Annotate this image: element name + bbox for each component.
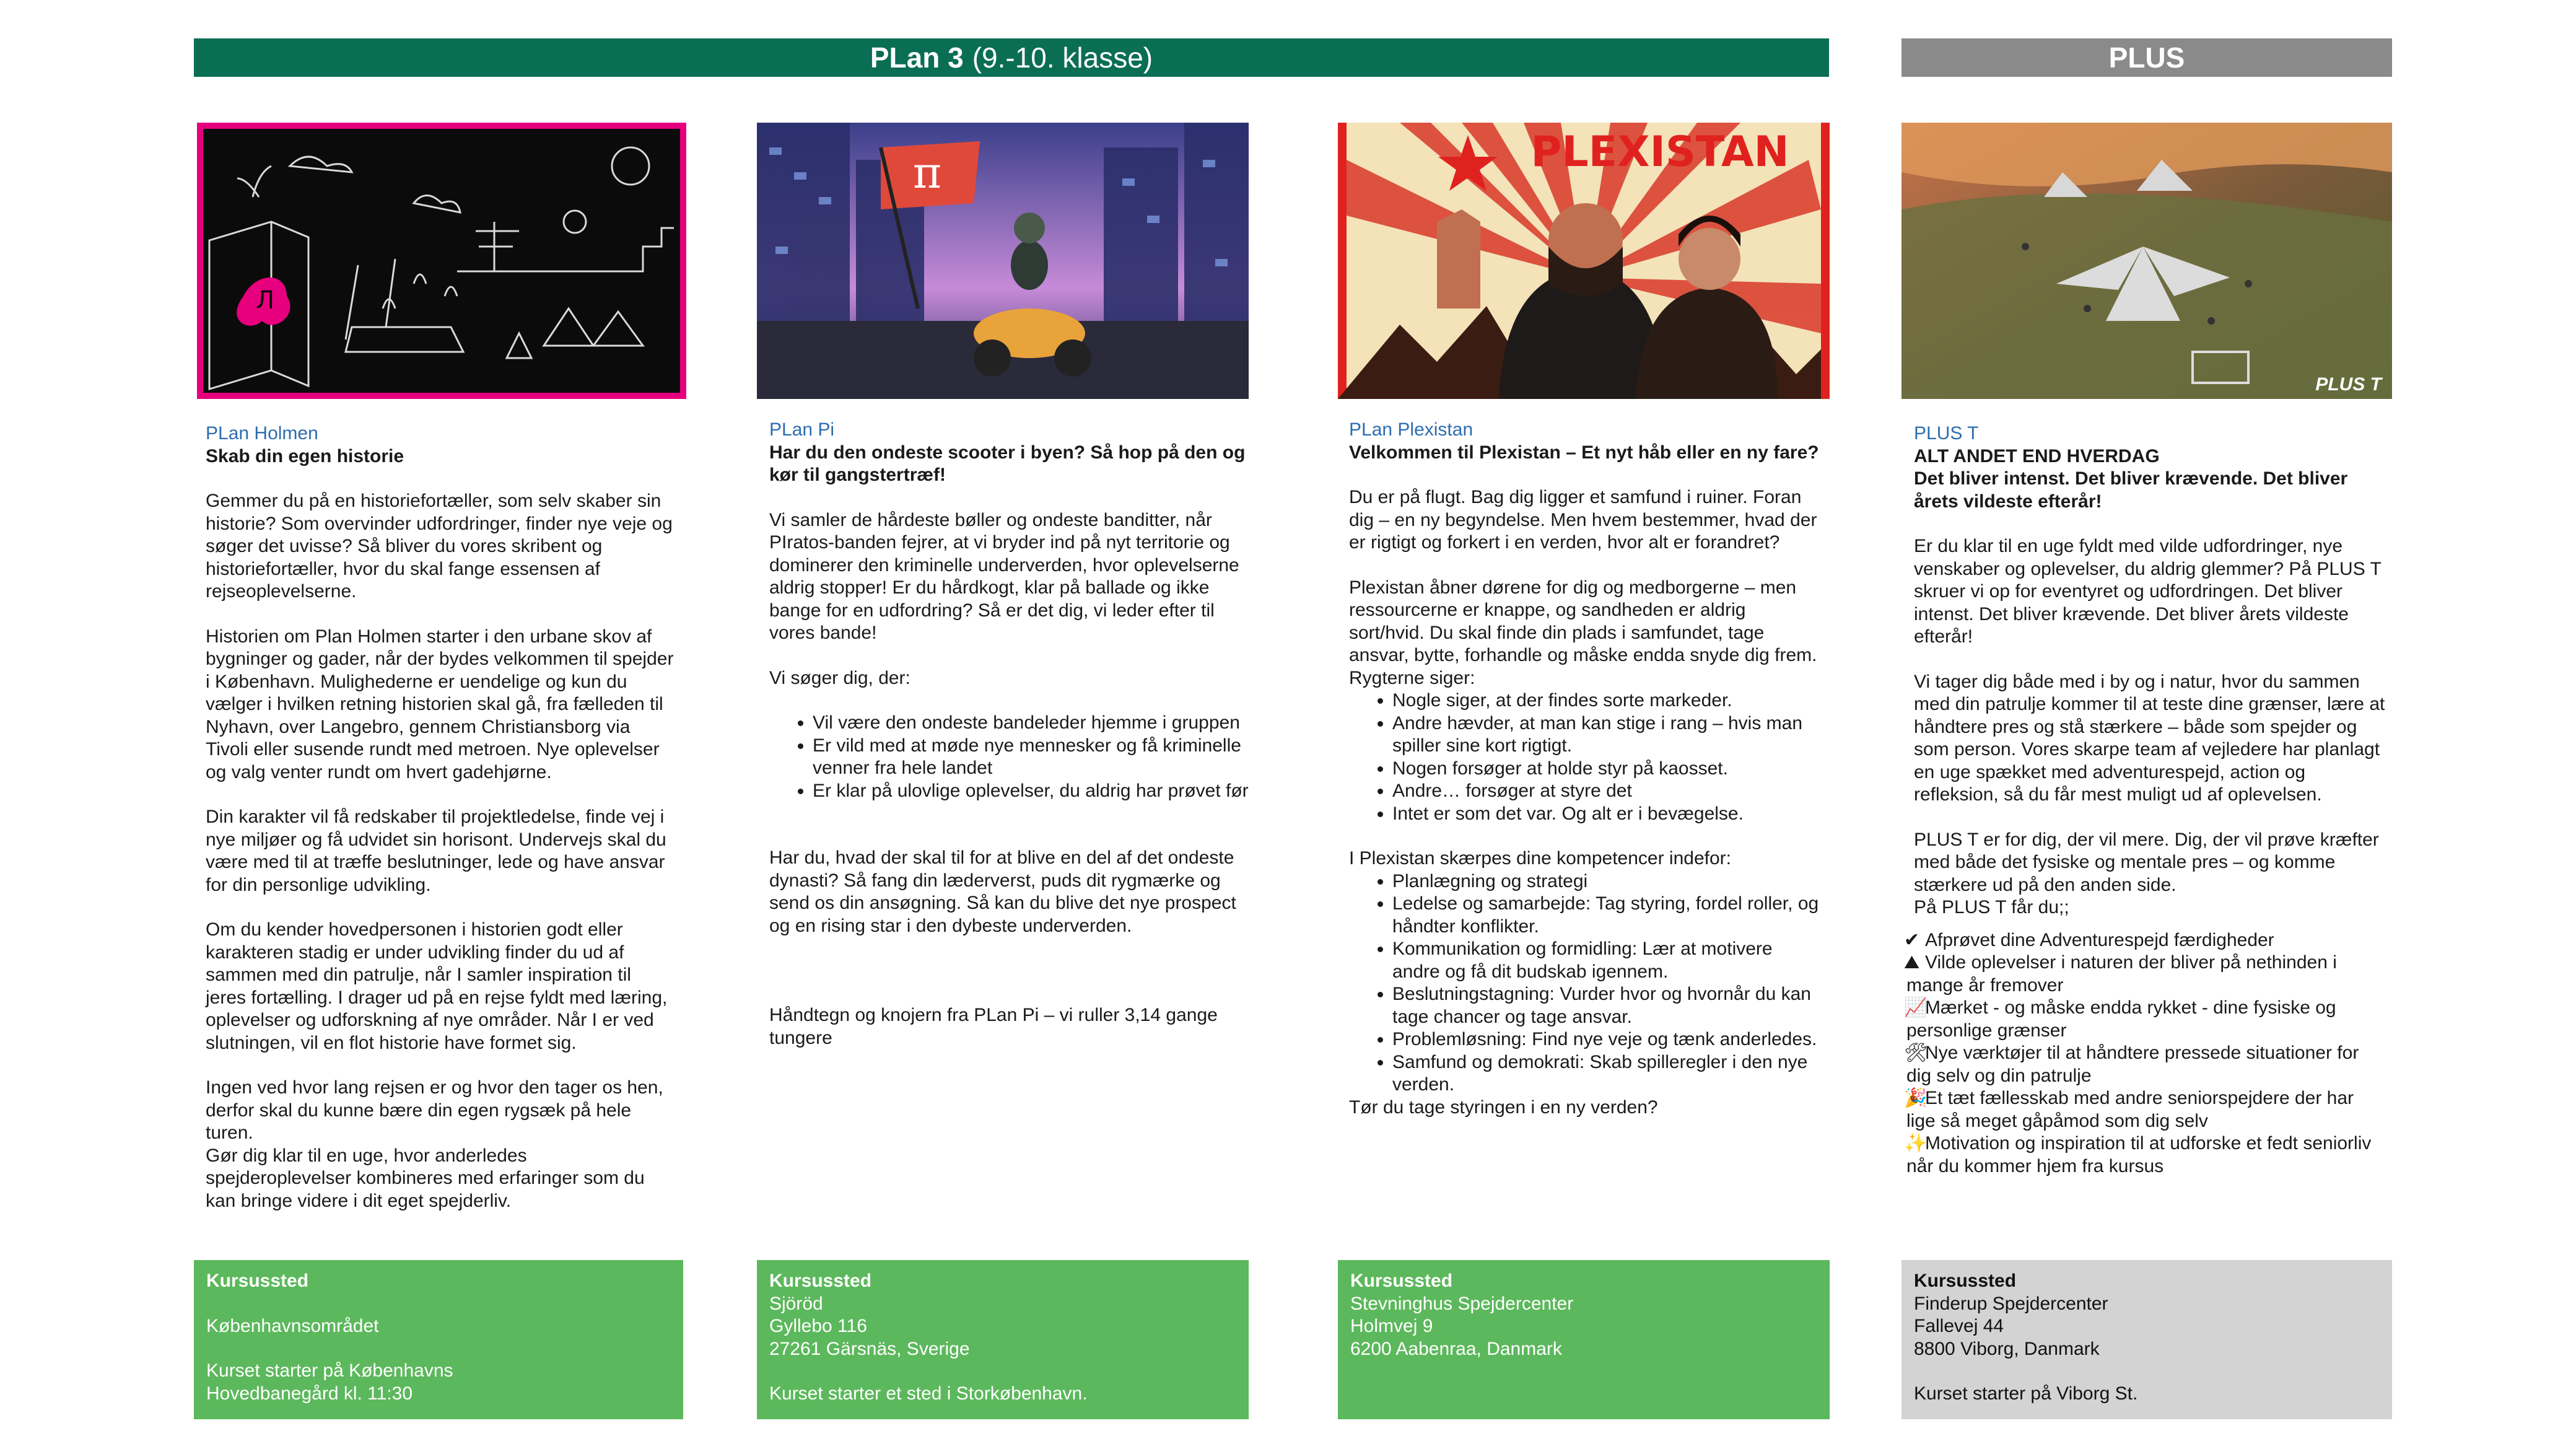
plan-holmen-paragraph-3: Din karakter vil få redskaber til projektledelse, finde vej i nye miljøer og få udvidet sin horisont. Undervejs skal du være med til at træffe beslutninger, lede og have ansvar for din personlige udvikling. [206, 807, 666, 895]
list-item: • Kommunikation og formidling: Lær at motivere andre og få dit budskab igennem. [1392, 938, 1823, 983]
list-item: • Vil være den ondeste bandeleder hjemme i gruppen [813, 712, 1255, 735]
plan-holmen-paragraph-5: Ingen ved hvor lang rejsen er og hvor den tager os hen, derfor skal du kunne bære din egen rygsæk på hele turen. [206, 1077, 663, 1143]
plus-t-paragraph-1: Er du klar til en uge fyldt med vilde udfordringer, nye venskaber og oplevelser, du aldrig glemmer? På PLUS T skruer vi op for eventyret og udfordringen. Det bliver intenst. Det bliver krævende. Det bliver årets vildeste efterår! [1914, 536, 2382, 647]
plus-t-label: PLUS T [1914, 423, 1979, 444]
plan-holmen-heading: Skab din egen historie [206, 445, 404, 466]
plan3-subtitle: (9.-10. klasse) [972, 42, 1153, 74]
plan-pi-paragraph-1: Vi samler de hårdeste bøller og ondeste banditter, når PIratos-banden fejrer, at vi bryder ind på nyt territorie og dominerer den kriminelle underverden, hvor oplevelserne aldrig stopper! Er du hårdkogt, klar på ballade og ikke bange for en udfordring? Så er det dig, vi leder efter til vores bande! [769, 509, 1239, 643]
party-popper-icon: 🎉 [1904, 1088, 1928, 1108]
course-location-title: Kursussted [1914, 1271, 2017, 1291]
list-item: • Nogen forsøger at holde styr på kaosset. [1392, 758, 1823, 781]
plan-holmen-paragraph-2: Historien om Plan Holmen starter i den urbane skov af bygninger og gader, når der bydes velkommen til spejder i København. Mulighederne er uendelige og kun du vælger i hvilken retning historien skal gå, fra fælleden til Nyhavn, over Langebro, gennem Christiansborg via Tivoli eller susende rundt med metroen. Nye oplevelser og valg venter rundt om hvert gadehjørne. [206, 626, 674, 782]
course-location-line: Kurset starter på Viborg St. [1914, 1383, 2138, 1404]
course-location-box-plexistan [1338, 1260, 1830, 1419]
plan3-title: PLan 3 [870, 42, 964, 74]
plan-plexistan-closing: Tør du tage styringen i en ny verden? [1349, 1097, 1658, 1118]
course-location-line [206, 1337, 671, 1360]
plan-pi-image [757, 123, 1249, 399]
course-location-line: 6200 Aabenraa, Danmark [1350, 1338, 1562, 1359]
plus-t-heading-1: ALT ANDET END HVERDAG [1914, 445, 2160, 466]
plan-pi-paragraph-3: Har du, hvad der skal til for at blive en del af det ondeste dynasti? Så fang din læderverst, puds dit rygmærke og send os din ansøgning. Så kan du blive det nye prospect og en rising star i den dybeste underverden. [769, 847, 1236, 936]
course-location-line [1914, 1360, 2380, 1383]
list-item: • Andre… forsøger at styre det [1392, 780, 1823, 803]
list-item: • Planlægning og strategi [1392, 870, 1823, 893]
course-location-line: Københavnsområdet [206, 1315, 379, 1336]
plan-plexistan-skills-intro: I Plexistan skærpes dine kompetencer indefor: [1349, 848, 1731, 869]
plus-t-paragraph-4: På PLUS T får du;; [1914, 897, 2069, 917]
plus-title: PLUS [2108, 42, 2185, 74]
mountain-icon: ⛰ [1904, 952, 1920, 973]
sparkles-icon: ✨ [1904, 1133, 1928, 1154]
plan-holmen-paragraph-1: Gemmer du på en historiefortæller, som selv skaber sin historie? Som overvinder udfordringer, finder nye veje og søger det uvisse? Så bliver du vores skribent og historiefortæller, hvor du skal fange essensen af rejseoplevelserne. [206, 491, 673, 602]
course-location-title: Kursussted [206, 1271, 309, 1291]
plan-pi-paragraph-2: Vi søger dig, der: [769, 667, 910, 688]
plus-t-paragraph-2: Vi tager dig både med i by og i natur, hvor du sammen med din patrulje kommer til at teste dine grænser, lære at håndtere pres og stå stærkere – både som spejder og som person. Vores skarpe team af vejledere har planlagt en uge spækket med adventurespejd, action og refleksion, så du får mest muligt ud af oplevelsen. [1914, 671, 2385, 805]
plan-pi-heading: Har du den ondeste scooter i byen? Så hop på den og kør til gangstertræf! [769, 442, 1246, 485]
plexistan-title-art: PLEXISTAN [1530, 128, 1789, 177]
list-item: ⛰ Vilde oplevelser i naturen der bliver på nethinden i mange år fremover [1904, 952, 2337, 996]
list-item: • Nogle siger, at der findes sorte markeder. [1392, 689, 1823, 712]
plan-plexistan-skills-list [1349, 870, 1823, 1097]
list-item: • Ledelse og samarbejde: Tag styring, fordel roller, og håndter konflikter. [1392, 893, 1823, 938]
plan-holmen-column [206, 422, 676, 1235]
list-item: • Andre hævder, at man kan stige i rang – hvis man spiller sine kort rigtigt. [1392, 712, 1823, 758]
plan-holmen-label: PLan Holmen [206, 423, 318, 444]
plan-plexistan-paragraph-1: Du er på flugt. Bag dig ligger et samfund i ruiner. Foran dig – en ny begyndelse. Men hvem bestemmer, hvad der er rigtigt og forkert i en verden, hvor alt er forandret? [1349, 487, 1817, 553]
list-item: 📈Mærket - og måske endda rykket - dine fysiske og personlige grænser [1904, 997, 2336, 1041]
plan-plexistan-heading: Velkommen til Plexistan – Et nyt håb eller en ny fare? [1349, 442, 1819, 463]
plus-t-logo: PLUS T [2315, 374, 2382, 395]
course-location-line: Holmvej 9 [1350, 1316, 1433, 1336]
course-location-line [769, 1360, 1236, 1383]
plus-t-image [1901, 123, 2392, 399]
course-location-box-plus-t [1901, 1260, 2392, 1419]
list-item: • Er klar på ulovlige oplevelser, du aldrig har prøvet før [813, 780, 1255, 803]
chart-increasing-icon: 📈 [1904, 997, 1928, 1018]
list-item: • Intet er som det var. Og alt er i bevægelse. [1392, 803, 1823, 826]
list-item: 🎉Et tæt fællesskab med andre seniorspejdere der har lige så meget gåpåmod som dig selv [1904, 1088, 2354, 1131]
list-item: ✔ Afprøvet dine Adventurespejd færdigheder [1906, 929, 2388, 952]
plus-t-benefit-list [1906, 929, 2388, 1178]
plus-header-band [1901, 38, 2392, 77]
check-mark-icon: ✔ [1904, 929, 1920, 950]
list-item: 🛠Nye værktøjer til at håndtere pressede situationer for dig selv og din patrulje [1904, 1043, 2359, 1086]
plan-plexistan-column [1349, 419, 1823, 1119]
plan-plexistan-label: PLan Plexistan [1349, 419, 1474, 440]
course-location-line: Kurset starter på Københavns [206, 1360, 453, 1381]
list-item: ✨Motivation og inspiration til at udforske et fedt seniorliv når du kommer hjem fra kursus [1904, 1133, 2372, 1176]
list-item: • Samfund og demokrati: Skab spilleregler i den nye verden. [1392, 1051, 1823, 1097]
course-location-line: Kurset starter et sted i Storkøbenhavn. [769, 1383, 1088, 1404]
course-location-line: Stevninghus Spejdercenter [1350, 1293, 1574, 1314]
plan-holmen-paragraph-4: Om du kender hovedpersonen i historien godt eller karakteren stadig er under udvikling finder du ud af sammen med din patrulje, når I samler inspiration til jeres fortælling. I drager ud på en rejse fyldt med læring, oplevelser og udforskning af nye områder. Når I er ved slutningen, vil en flot historie have formet sig. [206, 919, 668, 1053]
plan-pi-list [769, 712, 1255, 802]
course-location-line: Gyllebo 116 [769, 1316, 867, 1336]
list-item: • Er vild med at møde nye mennesker og få kriminelle venner fra hele landet [813, 735, 1255, 780]
course-location-box-holmen [194, 1260, 683, 1419]
course-location-line [206, 1293, 671, 1315]
tools-icon: 🛠 [1904, 1043, 1928, 1063]
course-location-title: Kursussted [1350, 1271, 1453, 1291]
list-item: • Problemløsning: Find nye veje og tænk anderledes. [1392, 1028, 1823, 1051]
holmen-logo-glyph: Л [255, 286, 275, 315]
course-location-line: Fallevej 44 [1914, 1316, 2004, 1336]
plus-t-paragraph-3: PLUS T er for dig, der vil mere. Dig, der vil prøve kræfter med både det fysiske og mentale pres – og komme stærkere ud på den anden side. [1914, 829, 2379, 895]
plan-plexistan-image [1338, 123, 1830, 399]
course-location-title: Kursussted [769, 1271, 872, 1291]
course-location-line: Sjöröd [769, 1293, 823, 1314]
plan-holmen-paragraph-6: Gør dig klar til en uge, hvor anderledes spejderoplevelser kombineres med erfaringer som du kan bringe videre i dit eget spejderliv. [206, 1145, 645, 1211]
plan-plexistan-rumors-intro: Rygterne siger: [1349, 667, 1475, 688]
course-location-line: 27261 Gärsnäs, Sverige [769, 1338, 970, 1359]
plan-plexistan-paragraph-2: Plexistan åbner dørene for dig og medborgerne – men ressourcerne er knappe, og sandheden er aldrig sort/hvid. Du skal finde din plads i samfundet, tage ansvar, bytte, forhandle og måske endda snyde dig frem. [1349, 577, 1817, 665]
course-location-box-pi [757, 1260, 1249, 1419]
plan-holmen-image [197, 123, 686, 399]
plus-t-column [1904, 422, 2388, 1178]
plan-pi-label: PLan Pi [769, 419, 835, 440]
plan-pi-column [769, 419, 1255, 1072]
plan-plexistan-rumors-list [1349, 689, 1823, 825]
plus-t-heading-2: Det bliver intenst. Det bliver krævende. Det bliver årets vildeste efterår! [1914, 468, 2348, 512]
plan-pi-paragraph-4: Håndtegn og knojern fra PLan Pi – vi ruller 3,14 gange tungere [769, 1005, 1218, 1048]
course-location-line: Finderup Spejdercenter [1914, 1293, 2108, 1314]
course-location-line: 8800 Viborg, Danmark [1914, 1338, 2100, 1359]
plan3-header-band [194, 38, 1829, 77]
pi-flag-symbol: π [912, 147, 942, 198]
list-item: • Beslutningstagning: Vurder hvor og hvornår du kan tage chancer og tage ansvar. [1392, 983, 1823, 1028]
course-location-line: Hovedbanegård kl. 11:30 [206, 1383, 413, 1404]
